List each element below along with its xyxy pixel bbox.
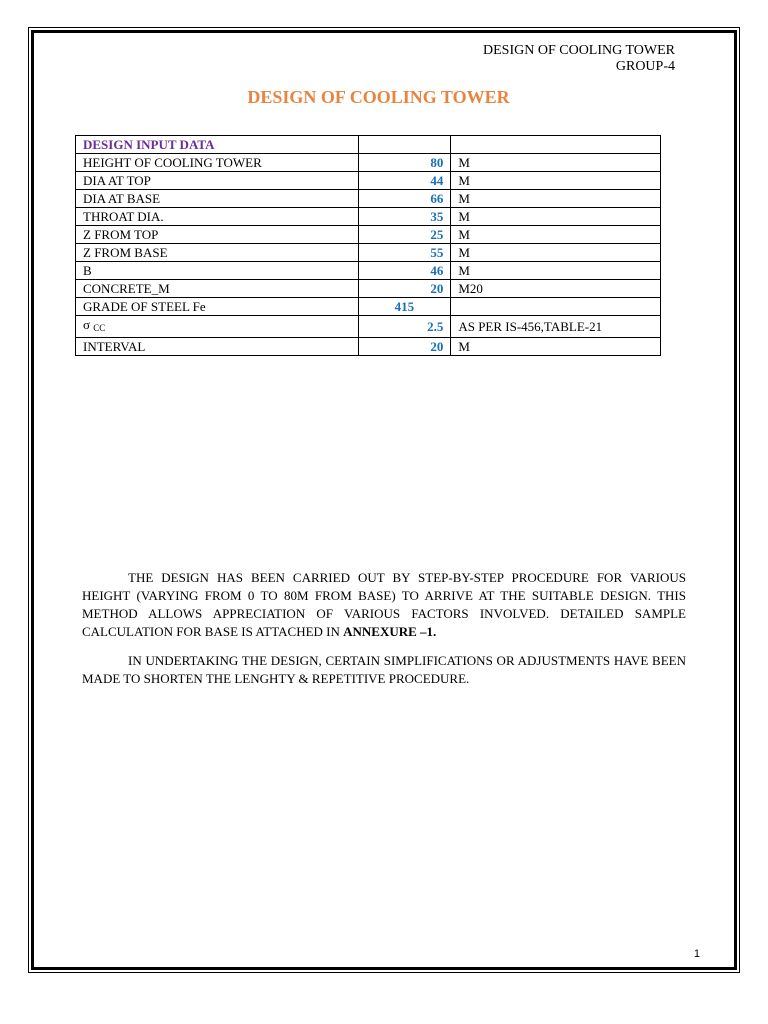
table-row <box>76 338 661 356</box>
row-value: 20 <box>358 338 451 356</box>
section-label: DESIGN INPUT DATA <box>76 136 359 154</box>
row-label: THROAT DIA. <box>76 208 359 226</box>
table-row <box>76 298 661 316</box>
table-row <box>76 208 661 226</box>
row-value: 80 <box>358 154 451 172</box>
row-label: B <box>76 262 359 280</box>
row-unit: AS PER IS-456,TABLE-21 <box>451 316 661 338</box>
paragraph-1-text: THE DESIGN HAS BEEN CARRIED OUT BY STEP-BY-STEP PROCEDURE FOR VARIOUS HEIGHT (VARYING FROM 0 TO 80M FROM BASE) TO ARRIVE AT THE SUITABLE DESIGN. THIS METHOD ALLOWS APPRECIATION OF VARIOUS FACTORS INVOLVED. DETAILED SAMPLE CALCULATION FOR BASE IS ATTACHED IN <box>82 570 686 639</box>
row-unit: M <box>451 338 661 356</box>
row-unit: M <box>451 244 661 262</box>
row-unit <box>451 298 661 316</box>
body-paragraph-2 <box>82 652 686 688</box>
row-value: 2.5 <box>358 316 451 338</box>
page-title: DESIGN OF COOLING TOWER <box>247 87 510 107</box>
row-label: HEIGHT OF COOLING TOWER <box>76 154 359 172</box>
table-row <box>76 262 661 280</box>
row-value: 25 <box>358 226 451 244</box>
row-value: 415 <box>358 298 451 316</box>
row-unit: M <box>451 262 661 280</box>
row-unit: M <box>451 190 661 208</box>
table-row <box>76 226 661 244</box>
body-paragraph-1 <box>82 569 686 641</box>
paragraph-2-text: IN UNDERTAKING THE DESIGN, CERTAIN SIMPLIFICATIONS OR ADJUSTMENTS HAVE BEEN MADE TO SHORTEN THE LENGHTY & REPETITIVE PROCEDURE. <box>82 653 686 686</box>
annexure-reference: ANNEXURE –1. <box>343 624 437 639</box>
row-unit: M <box>451 172 661 190</box>
row-label: INTERVAL <box>76 338 359 356</box>
table-row <box>76 244 661 262</box>
row-value: 35 <box>358 208 451 226</box>
row-value: 46 <box>358 262 451 280</box>
table-row <box>76 280 661 298</box>
running-header <box>420 43 675 75</box>
row-label <box>76 316 359 338</box>
row-value: 20 <box>358 280 451 298</box>
row-value: 66 <box>358 190 451 208</box>
table-row <box>76 316 661 338</box>
row-unit: M <box>451 154 661 172</box>
table-row <box>76 190 661 208</box>
row-value: 44 <box>358 172 451 190</box>
design-input-table <box>75 135 661 356</box>
row-label: GRADE OF STEEL Fe <box>76 298 359 316</box>
row-unit: M20 <box>451 280 661 298</box>
row-value: 55 <box>358 244 451 262</box>
empty-cell <box>451 136 661 154</box>
table-row <box>76 154 661 172</box>
sigma-subscript: CC <box>93 323 106 333</box>
row-label: DIA AT BASE <box>76 190 359 208</box>
row-label: CONCRETE_M <box>76 280 359 298</box>
row-label: DIA AT TOP <box>76 172 359 190</box>
row-label: Z FROM TOP <box>76 226 359 244</box>
page-number: 1 <box>693 948 700 960</box>
row-label: Z FROM BASE <box>76 244 359 262</box>
table-header-row <box>76 136 661 154</box>
empty-cell <box>358 136 451 154</box>
row-unit: M <box>451 226 661 244</box>
row-unit: M <box>451 208 661 226</box>
header-group: GROUP-4 <box>615 59 675 74</box>
sigma-symbol: σ <box>83 317 91 332</box>
header-title: DESIGN OF COOLING TOWER <box>483 43 675 58</box>
table-row <box>76 172 661 190</box>
